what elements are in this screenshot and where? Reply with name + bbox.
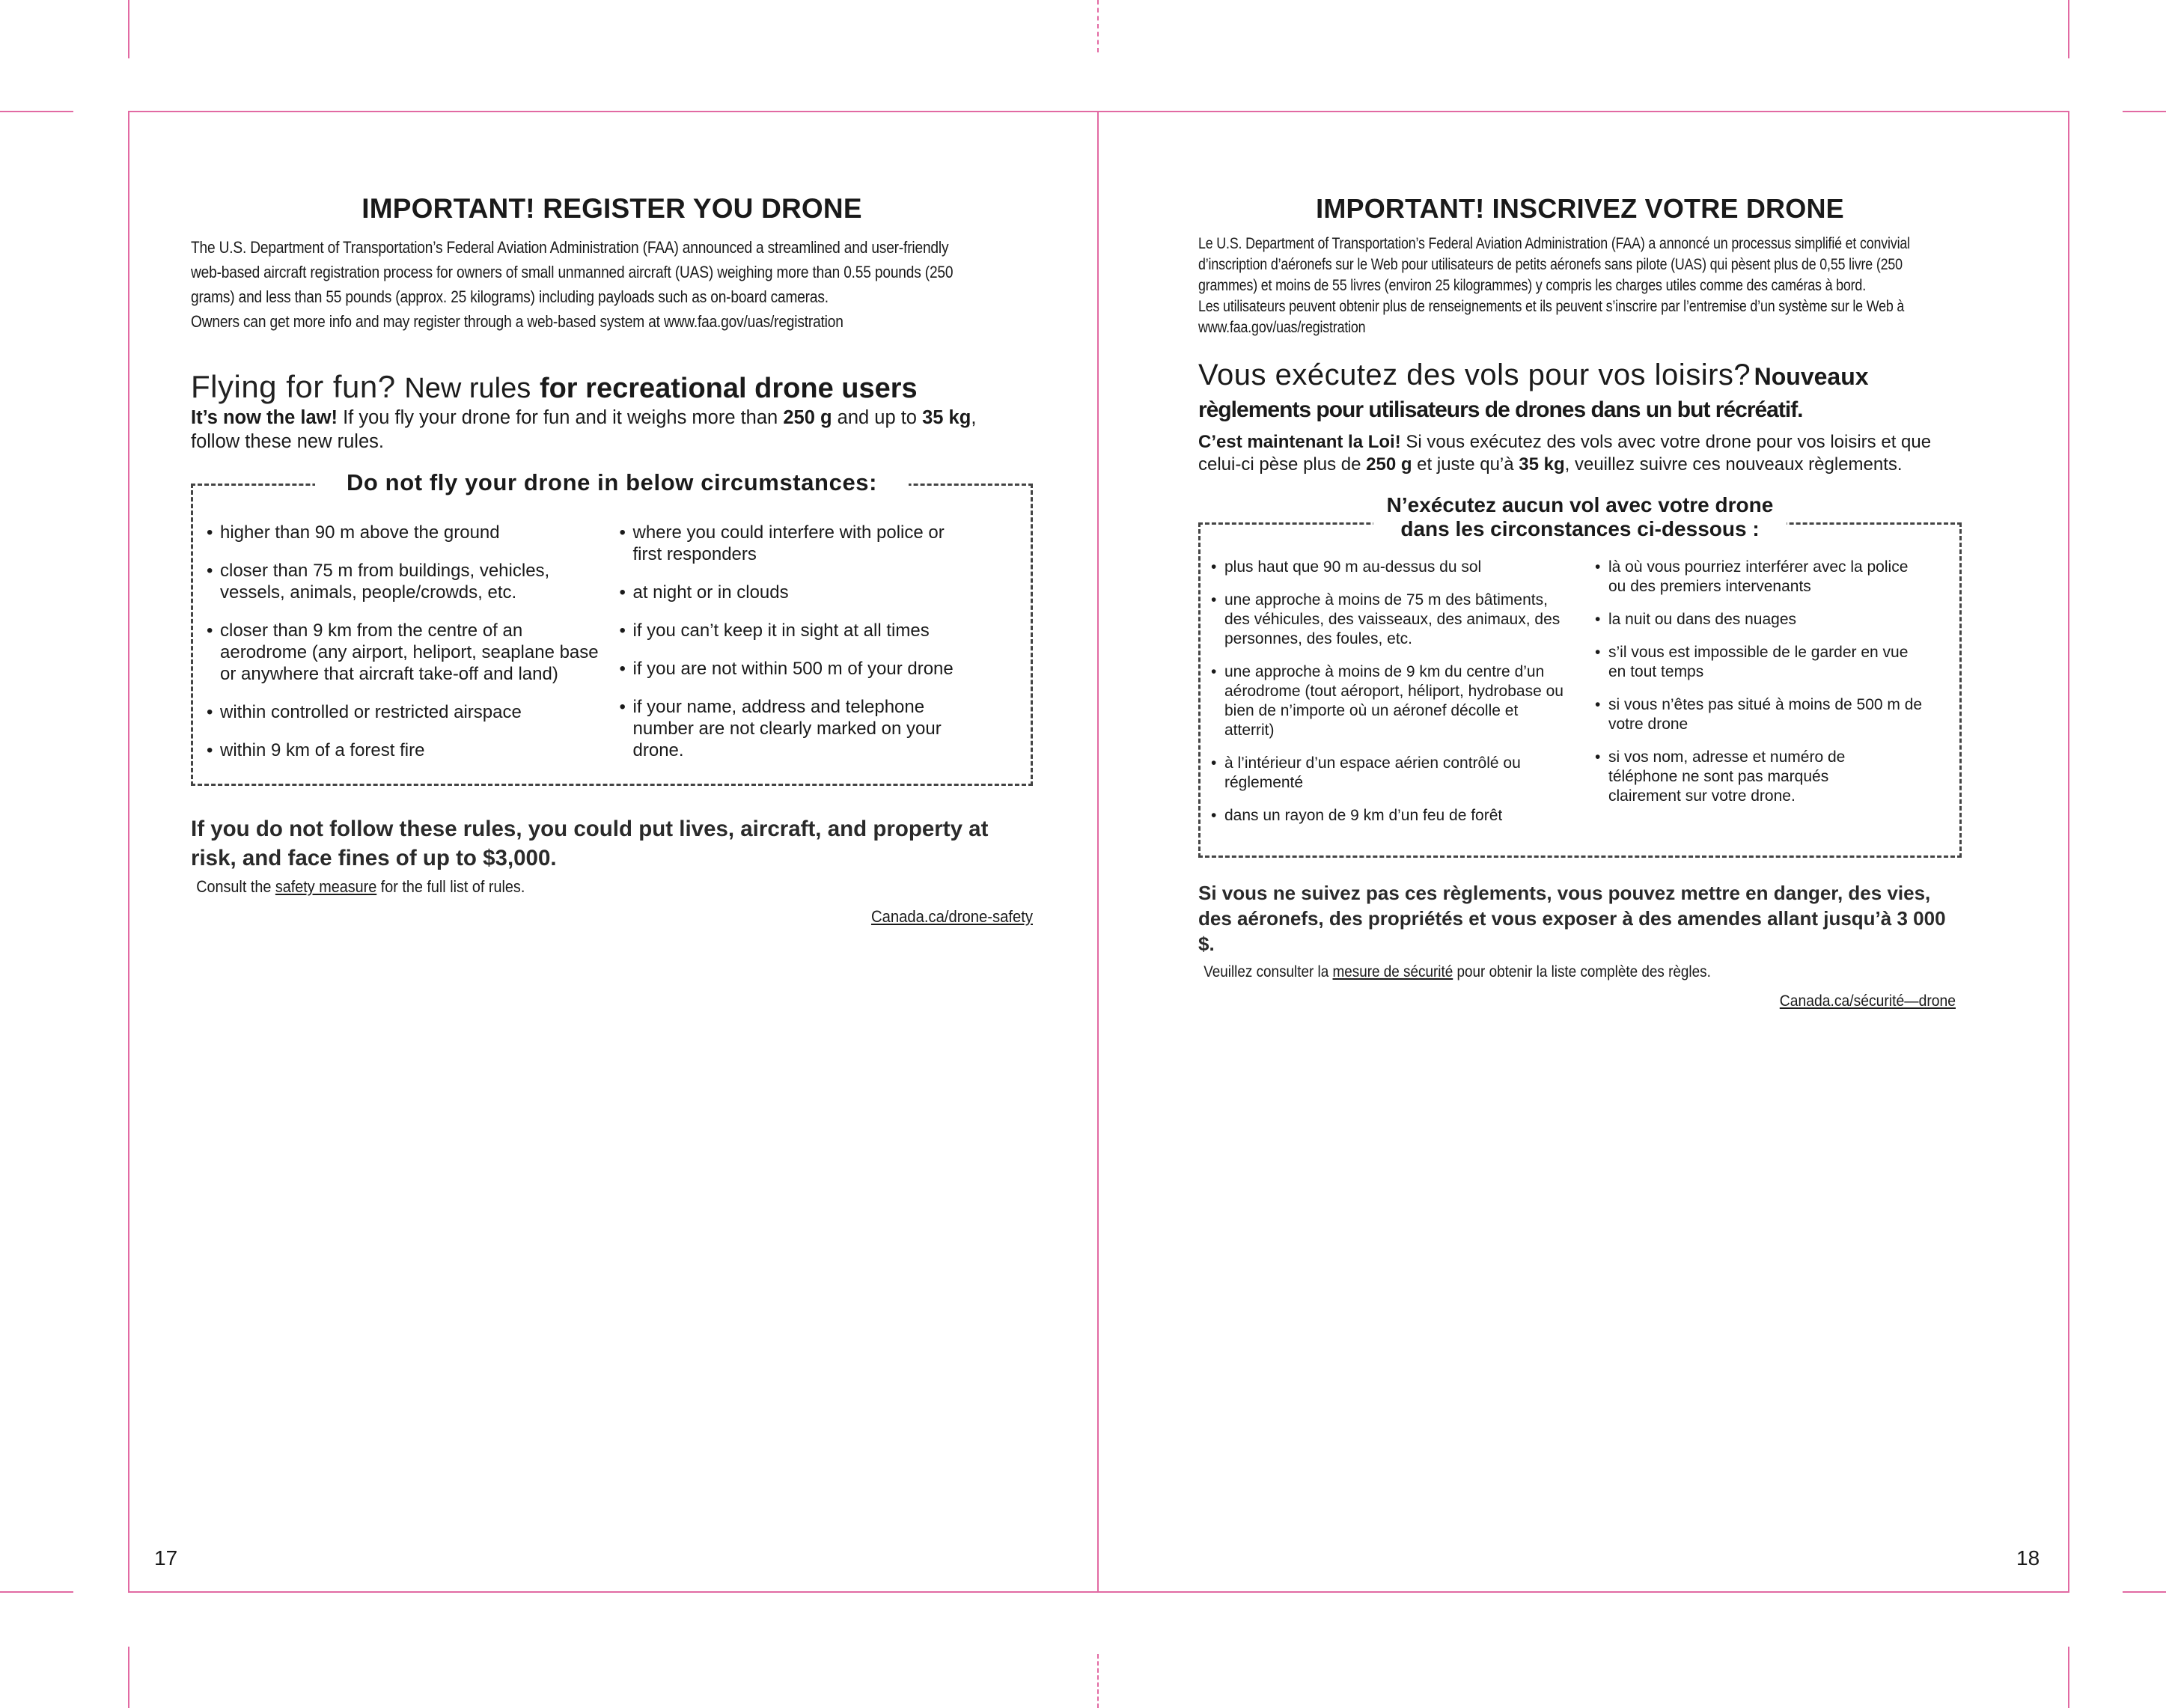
intro-line: grams) and less than 55 pounds (approx. 25 kilograms) including payloads such as on-board cameras. [191, 287, 829, 306]
rules-box [191, 469, 1033, 786]
box-title-text: Do not fly your drone in below circumstances: [315, 469, 909, 495]
intro-line: d’inscription d’aéronefs sur le Web pour utilisateurs de petits aéronefs sans pilote (UAS) qui pèsent plus de 0,55 livre (250 [1198, 256, 1903, 273]
box-title [193, 469, 1031, 496]
crop-mark [2123, 1591, 2166, 1593]
rule-item: • higher than 90 m above the ground [207, 522, 500, 543]
rule-text: higher than 90 m above the ground [220, 522, 500, 543]
rule-text: closer than 75 m from buildings, vehicles, vessels, animals, people/crowds, etc. [220, 561, 550, 603]
safety-measure-link[interactable]: safety measure [275, 877, 377, 896]
intro-line: www.faa.gov/uas/registration [1198, 319, 1366, 336]
crop-mark [2068, 0, 2069, 58]
section-heading [1198, 361, 1962, 428]
rule-item: • within 9 km of a forest fire [207, 740, 425, 760]
law-weight: 35 kg [1519, 454, 1565, 475]
law-paragraph [191, 406, 1033, 454]
rule-text: closer than 9 km from the centre of an aerodrome (any airport, heliport, seaplane base or anywhere that aircraft take-off and land) [220, 620, 599, 684]
law-text: , [971, 407, 977, 428]
page-title: IMPORTANT! INSCRIVEZ VOTRE DRONE [1316, 193, 1844, 224]
crop-mark [2068, 1647, 2069, 1708]
rule-item: • une approche à moins de 75 m des bâtiments, des véhicules, des vaisseaux, des animaux, des personnes, des foules, etc. [1211, 591, 1565, 649]
rule-text: within controlled or restricted airspace [220, 702, 522, 722]
crop-mark [128, 0, 129, 58]
law-text: follow these new rules. [191, 431, 384, 452]
heading-bold: for recreational drone users [539, 373, 918, 404]
rule-item: • closer than 9 km from the centre of an aerodrome (any airport, heliport, seaplane base or anywhere that aircraft take-off and land) [207, 620, 605, 685]
law-weight: 250 g [783, 407, 832, 428]
rule-item: • si vous n’êtes pas situé à moins de 500 m de votre drone [1595, 695, 1949, 734]
intro-line: grammes) et moins de 55 livres (environ 25 kilogrammes) y compris les charges utiles comme des caméras à bord. [1198, 277, 1866, 294]
rules-column [1211, 558, 1565, 839]
heading-light: Vous exécutez des vols pour vos loisirs? [1198, 359, 1751, 391]
intro-line: web-based aircraft registration process for owners of small unmanned aircraft (UAS) weighing more than 0.55 pounds (250 [191, 263, 954, 281]
page-number: 18 [2016, 1546, 2040, 1570]
rule-text: dans un rayon de 9 km d’un feu de forêt [1224, 807, 1503, 824]
law-text: Si vous exécutez des vols avec votre drone pour vos loisirs et que [1406, 432, 1932, 452]
rule-item: • la nuit ou dans des nuages [1595, 611, 1797, 628]
consult-line [1198, 961, 1885, 983]
rule-text: if you can’t keep it in sight at all times [632, 620, 930, 641]
rule-item: • plus haut que 90 m au-dessus du sol [1211, 558, 1482, 576]
rule-item: • là où vous pourriez interférer avec la police ou des premiers intervenants [1595, 558, 1949, 597]
rule-text: si vous n’êtes pas situé à moins de 500 m de votre drone [1608, 696, 1923, 733]
rule-item: • where you could interfere with police or first responders [620, 522, 1018, 565]
website-link[interactable]: Canada.ca/drone-safety [870, 907, 1033, 926]
rule-text: là où vous pourriez interférer avec la police ou des premiers intervenants [1608, 558, 1909, 595]
rule-item: • à l’intérieur d’un espace aérien contrôlé ou réglementé [1211, 754, 1565, 793]
law-text: , veuillez suivre ces nouveaux règlements. [1564, 454, 1903, 475]
heading-bold: Nouveaux [1754, 363, 1869, 390]
safety-measure-link[interactable]: mesure de sécurité [1332, 963, 1453, 980]
law-weight: 250 g [1366, 454, 1412, 475]
rule-text: une approche à moins de 75 m des bâtiments, des véhicules, des vaisseaux, des animaux, des personnes, des foules, etc. [1224, 591, 1561, 647]
rule-item: • if your name, address and telephone number are not clearly marked on your drone. [620, 696, 1018, 761]
intro-line: Le U.S. Department of Transportation’s Federal Aviation Administration (FAA) a annoncé un processus simplifié et convivial [1198, 235, 1910, 252]
consult-line [191, 876, 949, 898]
rule-text: à l’intérieur d’un espace aérien contrôlé ou réglementé [1224, 754, 1521, 791]
rule-text: at night or in clouds [632, 582, 789, 603]
crop-mark [2123, 111, 2166, 112]
rules-column [605, 522, 1018, 778]
rule-item: • if you are not within 500 m of your drone [619, 659, 954, 679]
intro-line: Owners can get more info and may register through a web-based system at www.faa.gov/uas/registration [191, 312, 843, 331]
page-number: 17 [154, 1546, 178, 1570]
rules-box [1198, 493, 1962, 858]
left-page [191, 187, 1033, 927]
heading-light: Flying for fun? [191, 369, 396, 404]
law-weight: 35 kg [922, 407, 971, 428]
spine-line [1097, 111, 1099, 1593]
rules-column [1565, 558, 1949, 839]
rule-item: • s’il vous est impossible de le garder en vue en tout temps [1595, 643, 1949, 682]
rule-item: • une approche à moins de 9 km du centre d’un aérodrome (tout aéroport, héliport, hydrobase ou bien de n’importe où un aéronef décolle et atterrit) [1211, 662, 1565, 740]
consult-text: for the full list of rules. [380, 877, 525, 896]
rule-text: si vos nom, adresse et numéro de téléphone ne sont pas marqués clairement sur votre drone. [1608, 748, 1846, 805]
right-page [1198, 187, 1962, 1010]
law-text: and up to [837, 407, 917, 428]
rule-text: s’il vous est impossible de le garder en vue en tout temps [1608, 644, 1909, 680]
fold-mark [1097, 0, 1099, 52]
rule-text: if you are not within 500 m of your drone [632, 659, 954, 679]
box-title-text: dans les circonstances ci-dessous : [1373, 517, 1786, 541]
fold-mark [1097, 1654, 1099, 1708]
consult-text: pour obtenir la liste complète des règles. [1456, 963, 1711, 980]
law-text: et juste qu’à [1417, 454, 1514, 475]
rule-text: une approche à moins de 9 km du centre d’un aérodrome (tout aéroport, héliport, hydrobase ou bien de n’importe où un aéronef décolle et atterrit) [1224, 663, 1564, 739]
law-paragraph [1198, 431, 1962, 476]
intro-paragraph [1198, 234, 1957, 338]
rule-item: • si vos nom, adresse et numéro de téléphone ne sont pas marqués clairement sur votre drone. [1595, 748, 1949, 806]
crop-mark [0, 111, 73, 112]
law-bold: C’est maintenant la Loi! [1198, 432, 1401, 452]
rule-item: • closer than 75 m from buildings, vehicles, vessels, animals, people/crowds, etc. [207, 560, 605, 603]
crop-mark [128, 1647, 129, 1708]
law-text: celui-ci pèse plus de [1198, 454, 1361, 475]
rule-text: if your name, address and telephone number are not clearly marked on your drone. [632, 697, 942, 760]
warning-text: If you do not follow these rules, you could put lives, aircraft, and property at risk, and face fines of up to $3,000. [191, 817, 989, 870]
intro-line: The U.S. Department of Transportation’s Federal Aviation Administration (FAA) announced a streamlined and user-friendly [191, 238, 949, 257]
rule-item: • dans un rayon de 9 km d’un feu de forêt [1211, 807, 1503, 824]
law-text: If you fly your drone for fun and it weighs more than [343, 407, 778, 428]
rule-item: • at night or in clouds [619, 582, 789, 603]
rule-text: la nuit ou dans des nuages [1608, 611, 1797, 628]
box-title-text: N’exécutez aucun vol avec votre drone [1360, 493, 1801, 517]
crop-mark [0, 1591, 73, 1593]
intro-line: Les utilisateurs peuvent obtenir plus de renseignements et ils peuvent s’inscrire par l’entremise d’un système sur le Web à [1198, 298, 1905, 315]
website-link[interactable]: Canada.ca/sécurité—drone [1779, 992, 1956, 1010]
section-heading [191, 370, 1033, 406]
consult-text: Veuillez consulter la [1203, 963, 1329, 980]
law-bold: It’s now the law! [191, 407, 338, 428]
rule-item: • if you can’t keep it in sight at all times [619, 620, 930, 641]
rules-column [207, 522, 605, 778]
intro-paragraph [191, 235, 1028, 334]
heading-mid: New rules [404, 373, 531, 404]
warning-text: Si vous ne suivez pas ces règlements, vous pouvez mettre en danger, des vies, des aéronefs, des propriétés et vous exposer à des amendes allant jusqu’à 3 000 $. [1198, 882, 1946, 955]
rule-text: plus haut que 90 m au-dessus du sol [1224, 558, 1482, 576]
page-title: IMPORTANT! REGISTER YOU DRONE [361, 193, 862, 224]
rule-text: within 9 km of a forest fire [220, 740, 425, 760]
heading-bold: règlements pour utilisateurs de drones dans un but récréatif. [1198, 397, 1803, 422]
box-title [1201, 493, 1959, 541]
consult-text: Consult the [196, 877, 272, 896]
rule-text: where you could interfere with police or first responders [632, 522, 945, 564]
rule-item: • within controlled or restricted airspace [207, 702, 522, 722]
